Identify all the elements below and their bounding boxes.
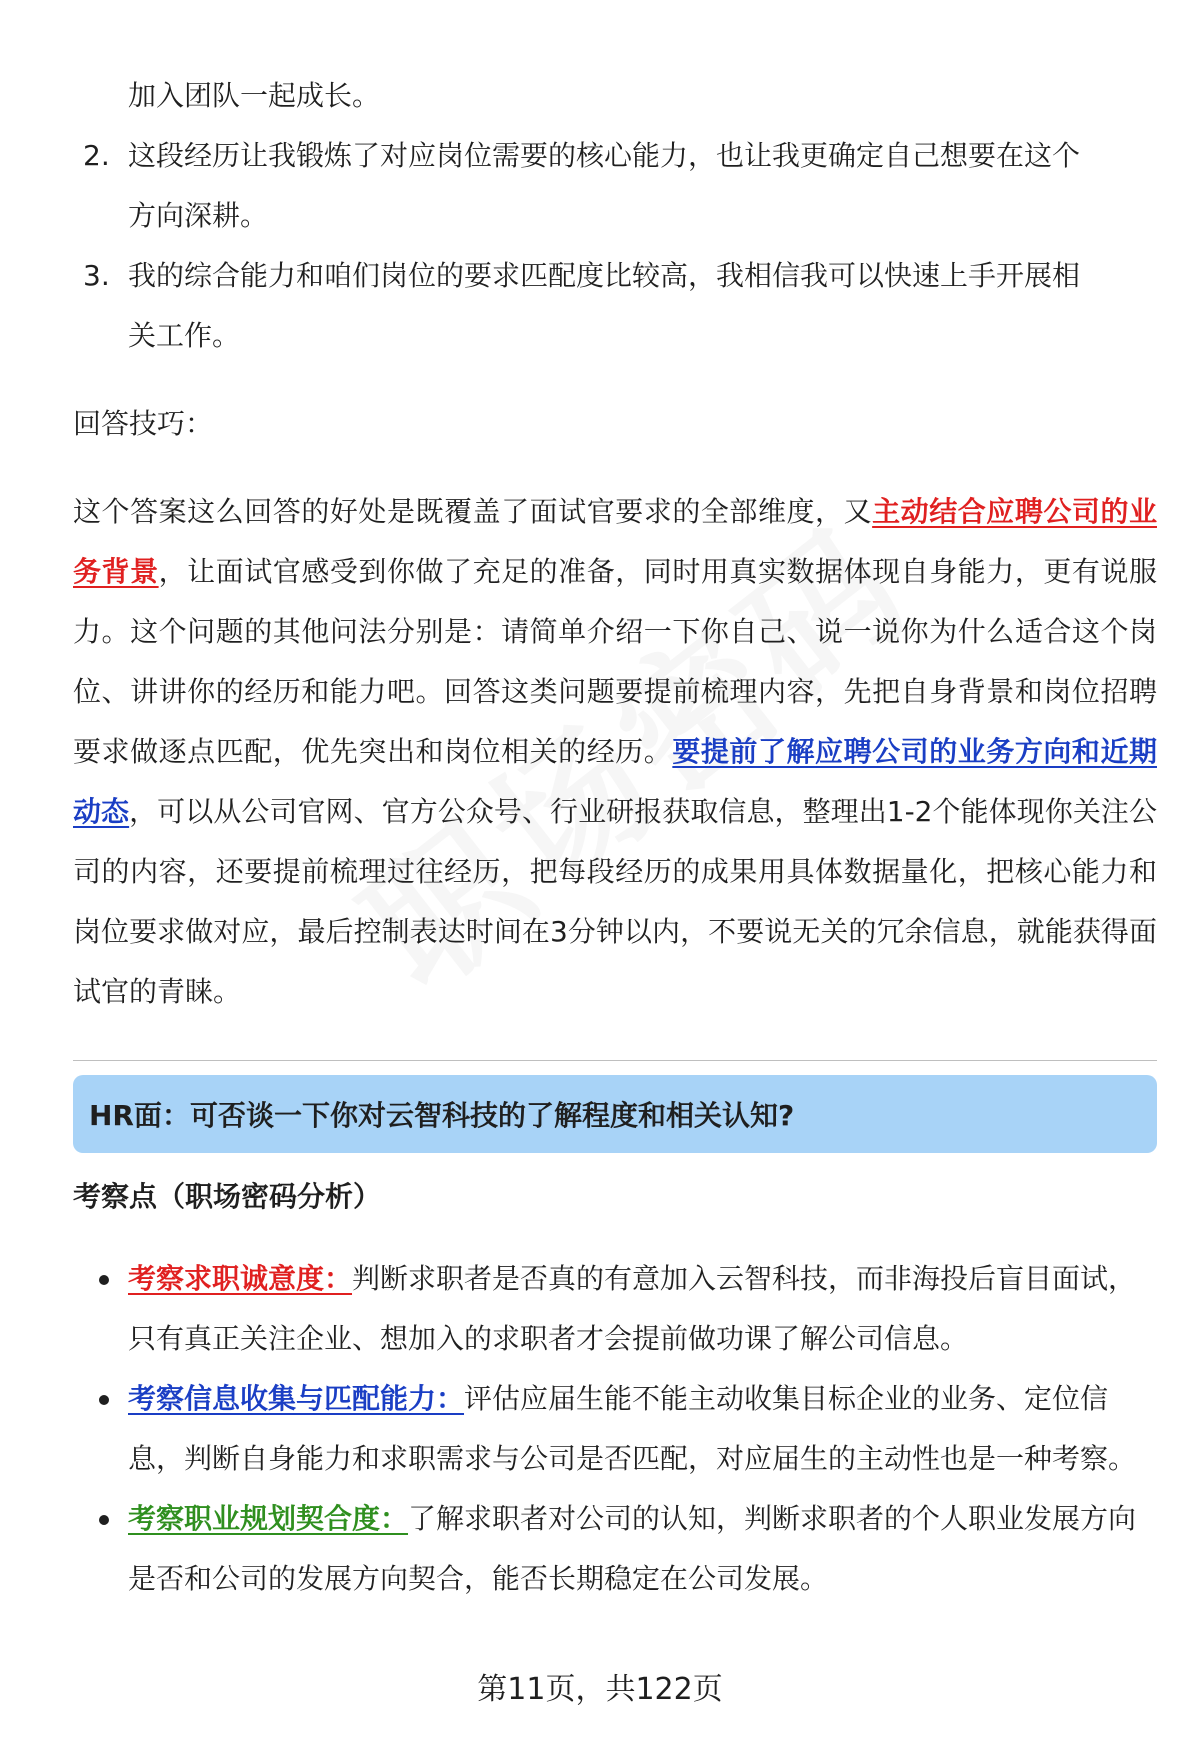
tips-text: ，让面试官感受到你做了充足的准备，同时用真实数据体现自身能力，更有说服力。这个问题的其他问法分别是：请简单介绍一下你自己、说一说你为什么适合这个岗位、讲讲你的经历和能力吧。回答这类问题要提前梳理内容，先把自身背景和岗位招聘要求做逐点匹配，优先突出和岗位相关的经历。: [73, 555, 1157, 768]
question-text: HR面：可否谈一下你对云智科技的了解程度和相关认知?: [89, 1099, 795, 1132]
bullet-item: [73, 1249, 1157, 1369]
page-number: 第11页，共122页: [477, 1672, 723, 1707]
list-item-text: 关工作。: [128, 319, 241, 352]
bullet-item: [73, 1489, 1157, 1609]
analysis-title: 考察点（职场密码分析）: [73, 1180, 382, 1213]
list-item-text: 方向深耕。: [128, 199, 269, 232]
list-item-text: 这段经历让我锻炼了对应岗位需要的核心能力，也让我更确定自己想要在这个: [128, 139, 1081, 172]
list-number: 3.: [83, 259, 110, 292]
tips-label: 回答技巧：: [73, 407, 214, 440]
tips-highlight-red: 主动结合应聘公司的业务背景: [73, 495, 1157, 588]
bullet-text: 了解求职者对公司的认知，判断求职者的个人职业发展方向是否和公司的发展方向契合，能否长期稳定在公司发展。: [128, 1502, 1137, 1595]
bullet-item: [73, 1369, 1157, 1489]
tips-text: ，可以从公司官网、官方公众号、行业研报获取信息，整理出1-2个能体现你关注公司的内容，还要提前梳理过往经历，把每段经历的成果用具体数据量化，把核心能力和岗位要求做对应，最后控制表达时间在3分钟以内，不要说无关的冗余信息，就能获得面试官的青睐。: [73, 795, 1157, 1008]
bullet-dot-icon: [99, 1515, 109, 1525]
bullet-label: 考察职业规划契合度：: [128, 1502, 409, 1535]
tips-highlight-blue: 要提前了解应聘公司的业务方向和近期动态: [73, 735, 1157, 828]
list-number: 2.: [83, 139, 110, 172]
analysis-list: [73, 1249, 1157, 1609]
bullet-dot-icon: [99, 1395, 109, 1405]
bullet-dot-icon: [99, 1275, 109, 1285]
page-content: [73, 66, 1157, 1609]
tips-text: 这个答案这么回答的好处是既覆盖了面试官要求的全部维度，又: [73, 495, 873, 528]
list-item: [73, 246, 1157, 366]
section-divider: [73, 1060, 1157, 1061]
tips-paragraph: [73, 482, 1157, 1022]
bullet-text: 判断求职者是否真的有意加入云智科技，而非海投后盲目面试，只有真正关注企业、想加入的求职者才会提前做功课了解公司信息。: [128, 1262, 1137, 1355]
bullet-label: 考察信息收集与匹配能力：: [128, 1382, 465, 1415]
list-item-text: 我的综合能力和咱们岗位的要求匹配度比较高，我相信我可以快速上手开展相: [128, 259, 1081, 292]
question-banner: [73, 1075, 1157, 1153]
list-item: [73, 126, 1157, 246]
bullet-label: 考察求职诚意度：: [128, 1262, 353, 1295]
bullet-text: 评估应届生能不能主动收集目标企业的业务、定位信息，判断自身能力和求职需求与公司是否匹配，对应届生的主动性也是一种考察。: [128, 1382, 1137, 1475]
list-item-continuation: 加入团队一起成长。: [128, 79, 381, 112]
